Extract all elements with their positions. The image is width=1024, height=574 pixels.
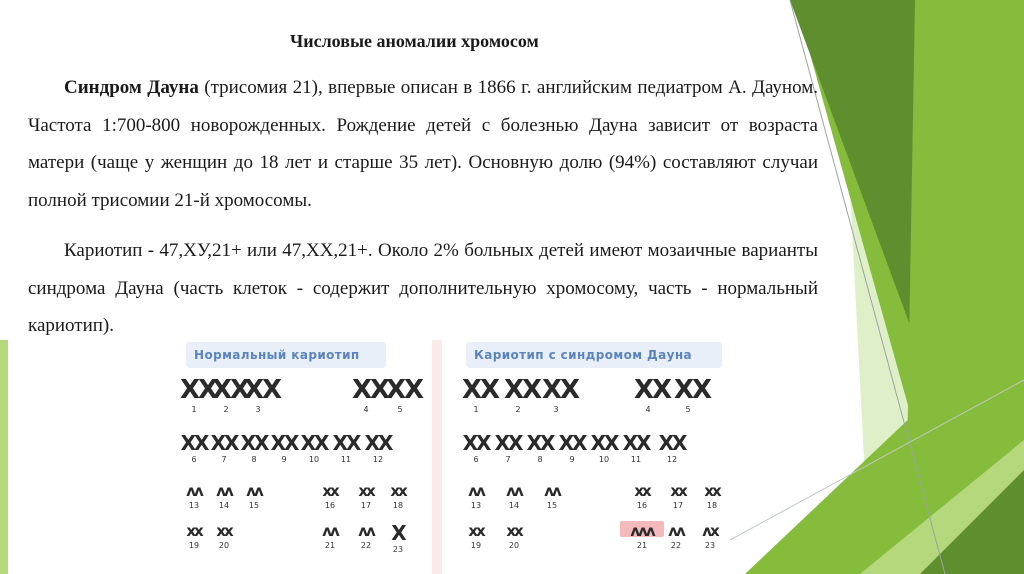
green-stripe-left-edge [0,340,8,574]
chromosome-pair-glyph: ʌʌ [358,522,374,540]
chromosome-number: 13 [470,501,482,510]
chromosome-pair-glyph: ʌʌ [246,482,262,500]
chromosome-number: 13 [188,501,200,510]
chromosome-pair-glyph: xx [634,482,650,500]
chromosome-number: 16 [636,501,648,510]
normal-chromosome-5 [386,375,423,414]
normal-karyotype-title: Нормальный кариотип [186,342,386,368]
down-chromosome-20 [500,522,528,550]
normal-chromosome-11 [332,432,360,464]
chromosome-number: 18 [706,501,718,510]
normal-chromosome-6 [180,432,208,464]
down-chromosome-10 [590,432,618,464]
chromosome-pair-glyph: xx [186,522,202,540]
chromosome-pair-glyph: XX [240,431,268,455]
normal-chromosome-7 [210,432,238,464]
chromosome-pair-glyph: xx [216,522,232,540]
chromosome-pair-glyph: xx [506,522,522,540]
down-chromosome-7 [494,432,522,464]
normal-chromosome-14 [210,482,238,510]
down-chromosome-19 [462,522,490,550]
down-chromosome-14 [500,482,528,510]
paragraph-karyotype [28,232,818,345]
down-chromosome-2 [504,375,541,414]
chromosome-pair-glyph: XX [212,375,249,405]
chromosome-number: 5 [685,405,691,414]
chromosome-pair-glyph: xx [468,522,484,540]
chromosome-pair-glyph: ʌx [702,522,718,540]
normal-chromosome-23 [384,522,412,554]
chromosome-number: 5 [397,405,403,414]
paragraph-down-syndrome [28,69,818,219]
chromosome-number: 23 [392,545,404,554]
normal-chromosome-15 [240,482,268,510]
down-chromosome-8 [526,432,554,464]
down-chromosome-4 [634,375,671,414]
normal-chromosome-9 [270,432,298,464]
slide-title: Числовые аномалии хромосом [290,31,539,51]
chromosome-number: 22 [360,541,372,550]
chromosome-number: 20 [508,541,520,550]
down-chromosome-12 [658,432,686,464]
chromosome-pair-glyph: XX [674,375,711,405]
down-chromosome-1 [462,375,499,414]
chromosome-number: 7 [505,455,511,464]
paragraph-bold-term: Синдром Дауна [64,77,199,98]
chromosome-number: 3 [255,405,261,414]
chromosome-pair-glyph: XX [386,375,423,405]
chromosome-pair-glyph: XX [462,431,490,455]
normal-karyotype-panel [166,340,432,574]
down-chromosome-3 [542,375,579,414]
chromosome-number: 1 [191,405,197,414]
chromosome-pair-glyph: ʌʌ [544,482,560,500]
normal-chromosome-13 [180,482,208,510]
chromosome-number: 6 [191,455,197,464]
chromosome-pair-glyph: XX [526,431,554,455]
chromosome-pair-glyph: XX [210,431,238,455]
chromosome-number: 2 [223,405,229,414]
normal-chromosome-8 [240,432,268,464]
normal-chromosome-21 [316,522,344,550]
chromosome-pair-glyph: xx [358,482,374,500]
chromosome-number: 23 [704,541,716,550]
chromosome-pair-glyph: XX [558,431,586,455]
paragraph-2-text: Кариотип - 47,ХУ,21+ или 47,ХХ,21+. Около 2% больных детей имеют мозаичные варианты синдрома Дауна (часть клеток - содержит дополнительную хромосому, часть - нормальный кариотип). [28,240,818,336]
chromosome-number: 17 [672,501,684,510]
chromosome-number: 22 [670,541,682,550]
down-chromosome-5 [674,375,711,414]
chromosome-pair-glyph: ʌʌ [668,522,684,540]
normal-chromosome-10 [300,432,328,464]
down-karyotype-panel [442,340,726,574]
down-chromosome-23 [696,522,724,550]
down-chromosome-18 [698,482,726,510]
chromosome-number: 20 [218,541,230,550]
chromosome-number: 9 [281,455,287,464]
down-chromosome-16 [628,482,656,510]
chromosome-pair-glyph: XX [542,375,579,405]
chromosome-number: 11 [630,455,642,464]
chromosome-pair-glyph: XX [300,431,328,455]
chromosome-pair-glyph: XX [352,375,389,405]
down-chromosome-17 [664,482,692,510]
chromosome-number: 1 [473,405,479,414]
paragraph-1-text: (трисомия 21), впервые описан в 1866 г. английским педиатром А. Дауном. Частота 1:700-800 новорожденных. Рождение детей с болезнью Дауна зависит от возраста матери (чаще у женщин до 18 лет и старше 35 лет). Основную долю (94%) составляют случаи полной трисомии 21-й хромосомы. [28,77,818,211]
chromosome-pair-glyph: ʌʌʌ [630,522,654,540]
chromosome-pair-glyph: XX [244,375,281,405]
chromosome-number: 15 [546,501,558,510]
chromosome-number: 7 [221,455,227,464]
chromosome-number: 19 [188,541,200,550]
down-chromosome-13 [462,482,490,510]
chromosome-pair-glyph: XX [270,431,298,455]
normal-chromosome-17 [352,482,380,510]
chromosome-pair-glyph: XX [504,375,541,405]
normal-chromosome-16 [316,482,344,510]
chromosome-pair-glyph: XX [590,431,618,455]
chromosome-pair-glyph: ʌʌ [468,482,484,500]
chromosome-number: 12 [666,455,678,464]
chromosome-number: 17 [360,501,372,510]
chromosome-number: 8 [537,455,543,464]
chromosome-number: 9 [569,455,575,464]
chromosome-number: 8 [251,455,257,464]
chromosome-pair-glyph: xx [704,482,720,500]
chromosome-pair-glyph: xx [390,482,406,500]
chromosome-number: 4 [645,405,651,414]
panel-divider [432,340,442,574]
chromosome-number: 18 [392,501,404,510]
chromosome-number: 19 [470,541,482,550]
normal-chromosome-2 [212,375,249,414]
chromosome-pair-glyph: XX [634,375,671,405]
normal-chromosome-1 [180,375,217,414]
down-karyotype-title: Кариотип с синдромом Дауна [466,342,722,368]
chromosome-pair-glyph: xx [322,482,338,500]
down-chromosome-21 [624,522,660,550]
down-chromosome-15 [538,482,566,510]
chromosome-pair-glyph: XX [622,431,650,455]
down-chromosome-22 [662,522,690,550]
chromosome-number: 21 [324,541,336,550]
chromosome-number: 21 [636,541,648,550]
normal-chromosome-20 [210,522,238,550]
chromosome-pair-glyph: X [391,521,405,545]
chromosome-number: 11 [340,455,352,464]
down-chromosome-11 [622,432,650,464]
normal-chromosome-22 [352,522,380,550]
chromosome-number: 12 [372,455,384,464]
karyotype-figure [166,340,726,574]
chromosome-pair-glyph: XX [364,431,392,455]
chromosome-number: 14 [508,501,520,510]
chromosome-pair-glyph: ʌʌ [506,482,522,500]
chromosome-number: 10 [308,455,320,464]
chromosome-pair-glyph: ʌʌ [322,522,338,540]
chromosome-number: 14 [218,501,230,510]
down-chromosome-9 [558,432,586,464]
chromosome-number: 6 [473,455,479,464]
chromosome-pair-glyph: XX [180,431,208,455]
chromosome-pair-glyph: XX [658,431,686,455]
chromosome-pair-glyph: ʌʌ [216,482,232,500]
down-chromosome-6 [462,432,490,464]
chromosome-pair-glyph: XX [462,375,499,405]
chromosome-pair-glyph: XX [494,431,522,455]
chromosome-pair-glyph: ʌʌ [186,482,202,500]
chromosome-number: 16 [324,501,336,510]
chromosome-pair-glyph: XX [332,431,360,455]
normal-chromosome-19 [180,522,208,550]
chromosome-pair-glyph: xx [670,482,686,500]
chromosome-number: 4 [363,405,369,414]
chromosome-number: 10 [598,455,610,464]
normal-chromosome-4 [352,375,389,414]
chromosome-number: 15 [248,501,260,510]
normal-chromosome-12 [364,432,392,464]
chromosome-number: 3 [553,405,559,414]
chromosome-number: 2 [515,405,521,414]
normal-chromosome-3 [244,375,281,414]
chromosome-pair-glyph: XX [180,375,217,405]
normal-chromosome-18 [384,482,412,510]
